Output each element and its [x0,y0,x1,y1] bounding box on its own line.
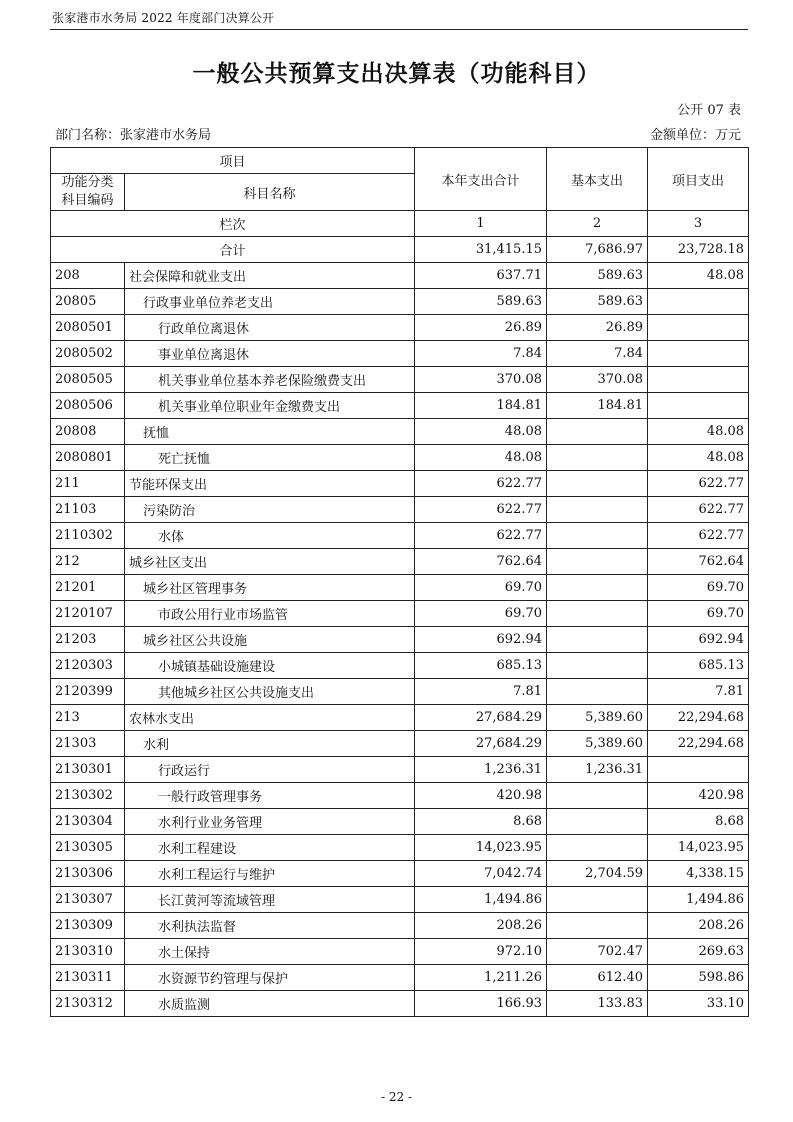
row-name: 死亡抚恤 [125,445,415,471]
row-basic [547,445,648,471]
row-basic: 2,704.59 [547,861,648,887]
row-project: 48.08 [648,263,749,289]
row-basic: 589.63 [547,263,648,289]
row-code: 21201 [51,575,125,601]
row-name: 水利 [125,731,415,757]
row-total: 14,023.95 [415,835,547,861]
row-project: 69.70 [648,575,749,601]
budget-table [50,147,749,1017]
unit-label: 金额单位：万元 [649,128,741,143]
row-project: 14,023.95 [648,835,749,861]
row-project [648,757,749,783]
table-row [51,263,749,289]
row-code: 2080502 [51,341,125,367]
row-code: 20805 [51,289,125,315]
row-project: 48.08 [648,419,749,445]
row-code: 2130307 [51,887,125,913]
row-name: 行政单位离退休 [125,315,415,341]
row-basic [547,549,648,575]
row-name: 城乡社区管理事务 [125,575,415,601]
row-total: 27,684.29 [415,705,547,731]
table-row [51,523,749,549]
row-project: 8.68 [648,809,749,835]
table-row [51,575,749,601]
row-code: 21103 [51,497,125,523]
row-basic: 1,236.31 [547,757,648,783]
row-code: 2130310 [51,939,125,965]
row-code: 213 [51,705,125,731]
table-row [51,913,749,939]
row-project: 622.77 [648,523,749,549]
row-code: 212 [51,549,125,575]
row-name: 水土保持 [125,939,415,965]
row-project: 22,294.68 [648,705,749,731]
table-row [51,861,749,887]
table-row [51,679,749,705]
project-header: 项目 [51,148,415,174]
row-name: 行政运行 [125,757,415,783]
name-column-header: 科目名称 [125,174,415,211]
row-code: 2120107 [51,601,125,627]
row-basic: 5,389.60 [547,705,648,731]
table-row [51,731,749,757]
row-basic [547,887,648,913]
row-project: 1,494.86 [648,887,749,913]
row-code: 2080505 [51,367,125,393]
row-basic [547,471,648,497]
row-basic [547,575,648,601]
row-basic [547,497,648,523]
row-basic: 589.63 [547,289,648,315]
row-total: 8.68 [415,809,547,835]
column-index-label: 栏次 [51,211,415,237]
basic-column-header: 基本支出 [547,148,648,211]
row-name: 抚恤 [125,419,415,445]
row-project [648,289,749,315]
row-total: 1,236.31 [415,757,547,783]
row-code: 2130306 [51,861,125,887]
table-row [51,809,749,835]
row-name: 一般行政管理事务 [125,783,415,809]
row-code: 2080506 [51,393,125,419]
total-row-project: 23,728.18 [648,237,749,263]
table-row [51,497,749,523]
total-row-label: 合计 [51,237,415,263]
row-total: 972.10 [415,939,547,965]
table-row [51,783,749,809]
row-project: 685.13 [648,653,749,679]
row-project [648,341,749,367]
row-total: 1,211.26 [415,965,547,991]
table-row [51,367,749,393]
table-row [51,549,749,575]
row-total: 1,494.86 [415,887,547,913]
table-row [51,653,749,679]
row-project: 622.77 [648,497,749,523]
table-row [51,393,749,419]
row-total: 622.77 [415,471,547,497]
row-code: 2130305 [51,835,125,861]
row-basic [547,419,648,445]
total-row [51,237,749,263]
row-project [648,393,749,419]
row-code: 2080501 [51,315,125,341]
row-basic [547,627,648,653]
row-basic: 184.81 [547,393,648,419]
table-row [51,627,749,653]
row-total: 692.94 [415,627,547,653]
row-total: 184.81 [415,393,547,419]
row-total: 208.26 [415,913,547,939]
row-name: 污染防治 [125,497,415,523]
table-row [51,445,749,471]
row-name: 事业单位离退休 [125,341,415,367]
total-column-header: 本年支出合计 [415,148,547,211]
row-total: 420.98 [415,783,547,809]
row-project: 4,338.15 [648,861,749,887]
row-code: 2130312 [51,991,125,1017]
table-row [51,341,749,367]
row-basic [547,913,648,939]
row-name: 农林水支出 [125,705,415,731]
row-project: 598.86 [648,965,749,991]
row-total: 69.70 [415,575,547,601]
row-code: 211 [51,471,125,497]
row-basic [547,783,648,809]
row-project: 420.98 [648,783,749,809]
row-total: 685.13 [415,653,547,679]
row-name: 水利工程建设 [125,835,415,861]
table-row [51,757,749,783]
row-basic: 370.08 [547,367,648,393]
column-index-2: 2 [547,211,648,237]
row-code: 2130302 [51,783,125,809]
row-project: 69.70 [648,601,749,627]
running-header: 张家港市水务局 2022 年度部门决算公开 [52,11,275,25]
row-total: 7.84 [415,341,547,367]
row-name: 水利执法监督 [125,913,415,939]
table-row [51,289,749,315]
row-code: 2130301 [51,757,125,783]
row-total: 622.77 [415,497,547,523]
row-basic [547,653,648,679]
row-code: 208 [51,263,125,289]
row-basic [547,835,648,861]
row-project: 48.08 [648,445,749,471]
column-index-3: 3 [648,211,749,237]
table-row [51,705,749,731]
row-project [648,367,749,393]
row-total: 7.81 [415,679,547,705]
table-row [51,939,749,965]
row-total: 622.77 [415,523,547,549]
row-code: 21303 [51,731,125,757]
row-total: 48.08 [415,419,547,445]
row-code: 2130304 [51,809,125,835]
row-total: 27,684.29 [415,731,547,757]
row-name: 市政公用行业市场监管 [125,601,415,627]
row-project: 208.26 [648,913,749,939]
table-row [51,965,749,991]
row-project: 33.10 [648,991,749,1017]
total-row-total: 31,415.15 [415,237,547,263]
department-name: 部门名称：张家港市水务局 [55,128,212,143]
row-basic [547,679,648,705]
row-total: 48.08 [415,445,547,471]
row-name: 其他城乡社区公共设施支出 [125,679,415,705]
table-row [51,887,749,913]
row-total: 166.93 [415,991,547,1017]
row-name: 水资源节约管理与保护 [125,965,415,991]
page-title: 一般公共预算支出决算表（功能科目） [192,61,601,87]
row-name: 节能环保支出 [125,471,415,497]
row-name: 城乡社区支出 [125,549,415,575]
row-project: 7.81 [648,679,749,705]
row-basic [547,601,648,627]
row-name: 长江黄河等流域管理 [125,887,415,913]
row-code: 2080801 [51,445,125,471]
row-name: 机关事业单位职业年金缴费支出 [125,393,415,419]
row-project: 762.64 [648,549,749,575]
table-row [51,991,749,1017]
total-row-basic: 7,686.97 [547,237,648,263]
column-index-1: 1 [415,211,547,237]
row-code: 2130309 [51,913,125,939]
row-code: 2120303 [51,653,125,679]
code-column-header: 功能分类 科目编码 [51,174,125,211]
project-expense-column-header: 项目支出 [648,148,749,211]
row-total: 589.63 [415,289,547,315]
row-project: 269.63 [648,939,749,965]
row-code: 2110302 [51,523,125,549]
page-number: - 22 - [380,1090,412,1104]
row-code: 20808 [51,419,125,445]
table-row [51,419,749,445]
row-basic [547,523,648,549]
row-name: 水体 [125,523,415,549]
row-total: 370.08 [415,367,547,393]
row-total: 762.64 [415,549,547,575]
row-name: 行政事业单位养老支出 [125,289,415,315]
row-name: 机关事业单位基本养老保险缴费支出 [125,367,415,393]
row-project: 622.77 [648,471,749,497]
table-code: 公开 07 表 [677,103,741,118]
table-row [51,835,749,861]
row-basic [547,809,648,835]
row-project [648,315,749,341]
row-total: 69.70 [415,601,547,627]
row-name: 城乡社区公共设施 [125,627,415,653]
table-row [51,601,749,627]
table-row [51,471,749,497]
row-code: 2130311 [51,965,125,991]
row-name: 水利行业业务管理 [125,809,415,835]
row-basic: 702.47 [547,939,648,965]
row-name: 社会保障和就业支出 [125,263,415,289]
row-basic: 133.83 [547,991,648,1017]
table-row [51,315,749,341]
row-code: 21203 [51,627,125,653]
row-basic: 612.40 [547,965,648,991]
row-code: 2120399 [51,679,125,705]
row-basic: 5,389.60 [547,731,648,757]
row-total: 26.89 [415,315,547,341]
row-basic: 26.89 [547,315,648,341]
header-rule [50,29,748,30]
row-name: 水利工程运行与维护 [125,861,415,887]
row-project: 692.94 [648,627,749,653]
row-total: 637.71 [415,263,547,289]
row-name: 水质监测 [125,991,415,1017]
row-name: 小城镇基础设施建设 [125,653,415,679]
row-total: 7,042.74 [415,861,547,887]
row-basic: 7.84 [547,341,648,367]
row-project: 22,294.68 [648,731,749,757]
